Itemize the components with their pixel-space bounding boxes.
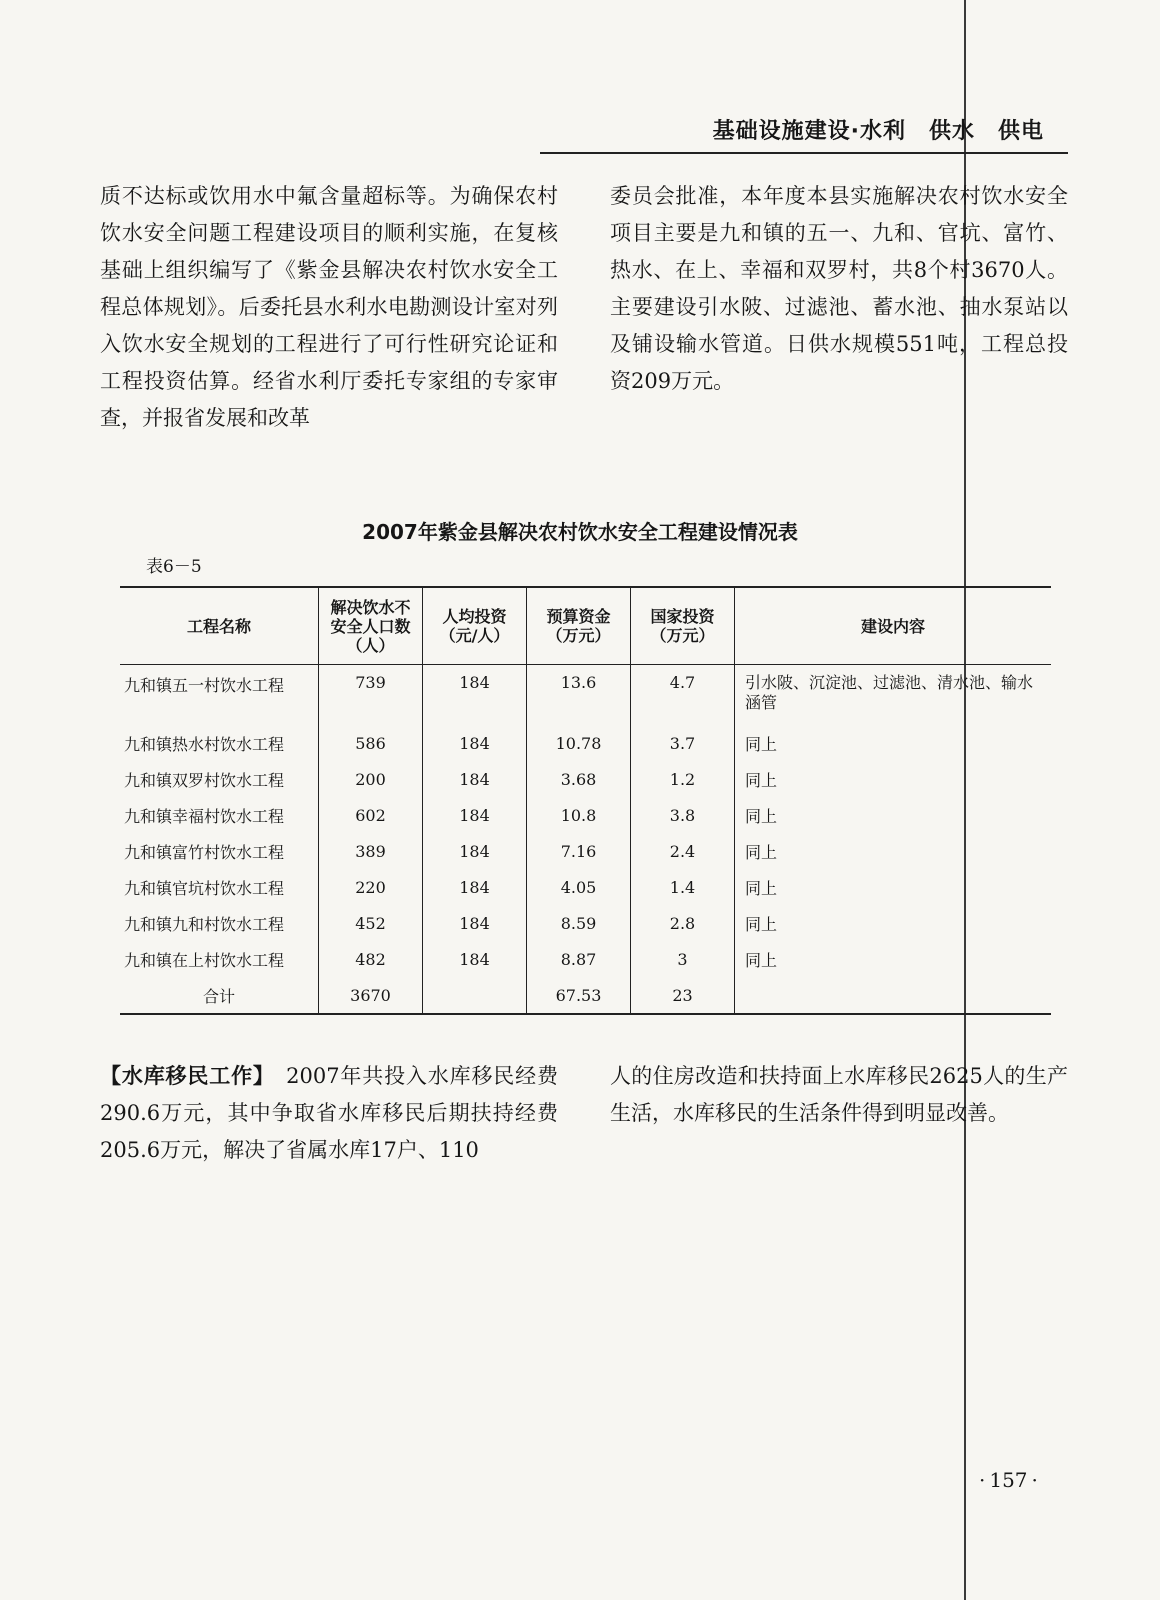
paragraph-2-left-text: 2007年共投入水库移民经费290.6万元，其中争取省水库移民后期扶持经费205.6万元，解决了省属水库17户、110 <box>100 1064 558 1162</box>
header-name: 工程名称 <box>120 587 319 665</box>
cell-total-content <box>735 977 1052 1014</box>
header-population: 解决饮水不安全人口数（人） <box>319 587 423 665</box>
cell-budget: 13.6 <box>527 665 631 726</box>
page-number: · 157 · <box>979 1468 1038 1492</box>
table-row <box>120 833 1051 869</box>
cell-budget: 8.87 <box>527 941 631 977</box>
cell-budget: 8.59 <box>527 905 631 941</box>
cell-total-per-capita <box>423 977 527 1014</box>
table-row <box>120 761 1051 797</box>
section-heading-reservoir: 【水库移民工作】 <box>100 1064 265 1088</box>
cell-state: 3.7 <box>631 725 735 761</box>
header-per-capita: 人均投资（元/人） <box>423 587 527 665</box>
cell-content: 同上 <box>735 725 1052 761</box>
cell-name: 九和镇在上村饮水工程 <box>124 950 285 970</box>
cell-name: 九和镇富竹村饮水工程 <box>124 842 285 862</box>
cell-name: 九和镇双罗村饮水工程 <box>124 770 285 790</box>
table-row <box>120 941 1051 977</box>
header-budget: 预算资金（万元） <box>527 587 631 665</box>
cell-name: 九和镇官坑村饮水工程 <box>124 878 285 898</box>
cell-content: 同上 <box>735 797 1052 833</box>
cell-total-budget: 67.53 <box>527 977 631 1014</box>
water-project-table <box>120 586 1051 1015</box>
header-content: 建设内容 <box>735 587 1052 665</box>
cell-state: 1.4 <box>631 869 735 905</box>
paragraph-1-right: 委员会批准，本年度本县实施解决农村饮水安全项目主要是九和镇的五一、九和、官坑、富竹、热水、在上、幸福和双罗村，共8个村3670人。主要建设引水陂、过滤池、蓄水池、抽水泵站以及铺设输水管道。日供水规模551吨，工程总投资209万元。 <box>610 184 1068 393</box>
table-title: 2007年紫金县解决农村饮水安全工程建设情况表 <box>362 520 798 544</box>
cell-budget: 7.16 <box>527 833 631 869</box>
cell-state: 2.8 <box>631 905 735 941</box>
cell-content: 同上 <box>735 833 1052 869</box>
table-row <box>120 869 1051 905</box>
cell-population: 452 <box>319 905 423 941</box>
running-header: 基础设施建设·水利 供水 供电 <box>712 119 1044 144</box>
cell-total-label: 合计 <box>202 986 235 1006</box>
paragraph-2-right: 人的住房改造和扶持面上水库移民2625人的生产生活，水库移民的生活条件得到明显改善。 <box>610 1064 1068 1125</box>
cell-population: 200 <box>319 761 423 797</box>
cell-total-population: 3670 <box>319 977 423 1014</box>
page-number-value: 157 <box>989 1468 1028 1492</box>
table-row <box>120 797 1051 833</box>
cell-budget: 10.78 <box>527 725 631 761</box>
cell-population: 602 <box>319 797 423 833</box>
cell-content: 同上 <box>735 869 1052 905</box>
cell-content: 同上 <box>735 905 1052 941</box>
cell-content: 引水陂、沉淀池、过滤池、清水池、输水涵管 <box>735 665 1052 726</box>
cell-state: 2.4 <box>631 833 735 869</box>
cell-per-capita: 184 <box>423 941 527 977</box>
table-label: 表6－5 <box>146 557 202 577</box>
cell-population: 389 <box>319 833 423 869</box>
cell-name: 九和镇幸福村饮水工程 <box>124 806 285 826</box>
table-header-row <box>120 587 1051 665</box>
cell-content: 同上 <box>735 941 1052 977</box>
table-row <box>120 905 1051 941</box>
header-state: 国家投资（万元） <box>631 587 735 665</box>
cell-name: 九和镇九和村饮水工程 <box>124 914 285 934</box>
cell-per-capita: 184 <box>423 665 527 726</box>
cell-state: 4.7 <box>631 665 735 726</box>
table-row <box>120 725 1051 761</box>
cell-per-capita: 184 <box>423 761 527 797</box>
cell-population: 482 <box>319 941 423 977</box>
header-rule <box>540 152 1068 154</box>
cell-state: 1.2 <box>631 761 735 797</box>
cell-per-capita: 184 <box>423 797 527 833</box>
cell-name: 九和镇五一村饮水工程 <box>124 676 285 695</box>
table-row <box>120 665 1051 726</box>
cell-state: 3 <box>631 941 735 977</box>
cell-name: 九和镇热水村饮水工程 <box>124 734 285 754</box>
cell-per-capita: 184 <box>423 905 527 941</box>
paragraph-1-left: 质不达标或饮用水中氟含量超标等。为确保农村饮水安全问题工程建设项目的顺利实施，在复核基础上组织编写了《紫金县解决农村饮水安全工程总体规划》。后委托县水利水电勘测设计室对列入饮水安全规划的工程进行了可行性研究论证和工程投资估算。经省水利厅委托专家组的专家审查，并报省发展和改革 <box>100 184 558 430</box>
cell-population: 220 <box>319 869 423 905</box>
cell-per-capita: 184 <box>423 869 527 905</box>
cell-total-state: 23 <box>631 977 735 1014</box>
paragraph-2-left <box>100 1058 558 1169</box>
cell-per-capita: 184 <box>423 833 527 869</box>
cell-population: 739 <box>319 665 423 726</box>
cell-population: 586 <box>319 725 423 761</box>
cell-content: 同上 <box>735 761 1052 797</box>
cell-budget: 3.68 <box>527 761 631 797</box>
cell-state: 3.8 <box>631 797 735 833</box>
cell-budget: 10.8 <box>527 797 631 833</box>
table-total-row <box>120 977 1051 1014</box>
cell-budget: 4.05 <box>527 869 631 905</box>
cell-per-capita: 184 <box>423 725 527 761</box>
